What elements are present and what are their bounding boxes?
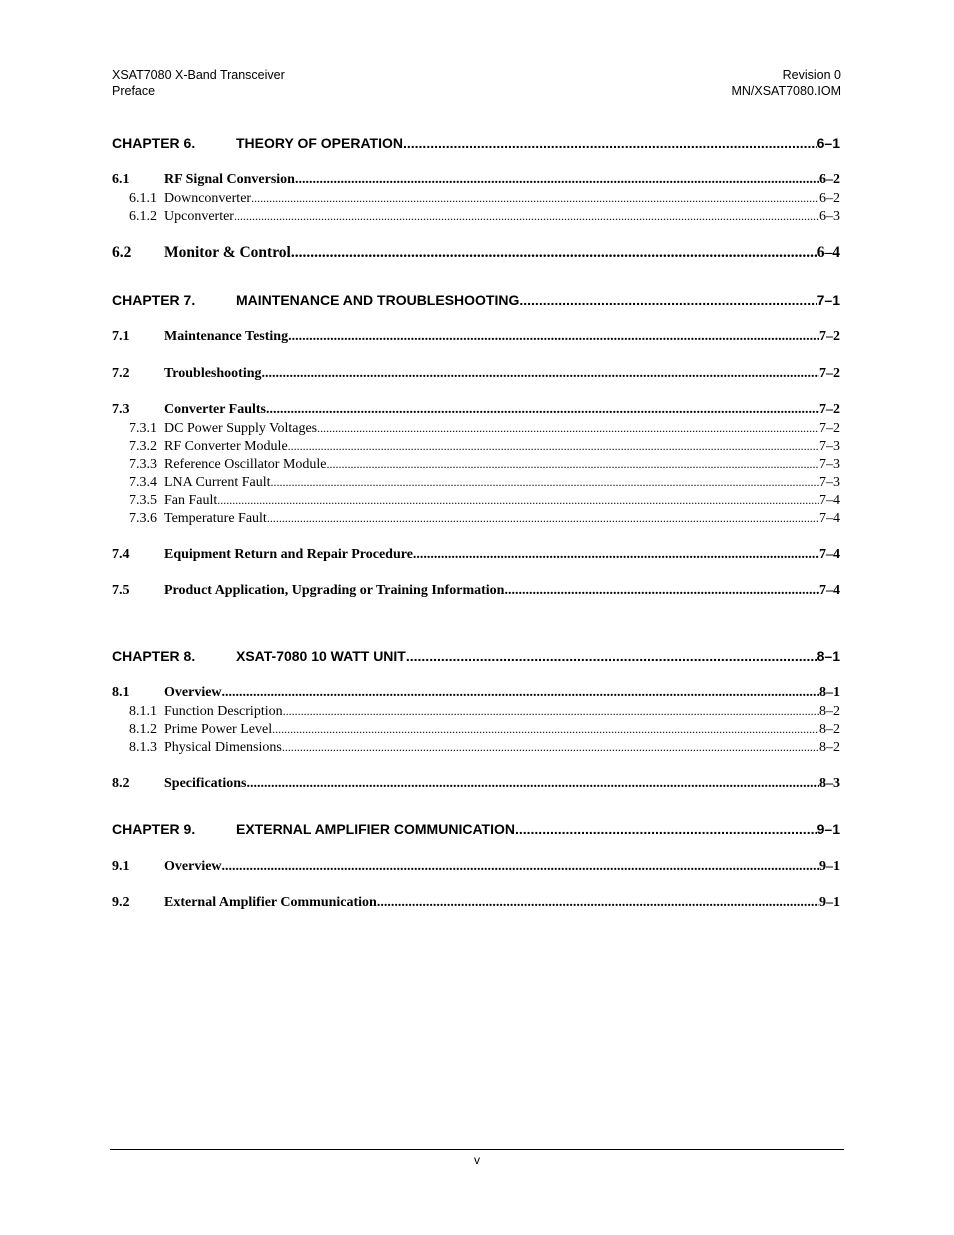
toc-title: Troubleshooting — [164, 366, 262, 381]
toc-section-7-3[interactable] — [112, 401, 840, 419]
toc-number: 8.1.3 — [129, 740, 157, 755]
toc-chapter-6[interactable] — [112, 134, 840, 152]
toc-title: Upconverter — [164, 209, 234, 224]
toc-number: CHAPTER 7. — [112, 292, 196, 308]
toc-title: EXTERNAL AMPLIFIER COMMUNICATION — [236, 821, 515, 837]
toc-title: DC Power Supply Voltages — [164, 421, 318, 436]
toc-subsection-7-3-3[interactable] — [112, 455, 840, 474]
toc-subsection-7-3-6[interactable] — [112, 509, 840, 528]
toc-page: 8–1 — [819, 685, 840, 700]
toc-section-9-2[interactable] — [112, 894, 840, 912]
toc-number: 7.2 — [112, 366, 130, 381]
toc-page: 7–2 — [819, 329, 840, 344]
revision-label: Revision 0 — [782, 68, 841, 82]
document-title: XSAT7080 X-Band Transceiver — [112, 68, 285, 82]
toc-number: 7.3.4 — [129, 475, 157, 490]
toc-leader — [262, 365, 819, 383]
toc-page: 7–3 — [819, 439, 840, 454]
toc-subsection-7-3-4[interactable] — [112, 473, 840, 492]
toc-leader — [288, 437, 819, 455]
toc-section-9-1[interactable] — [112, 858, 840, 876]
toc-number: 8.2 — [112, 776, 130, 791]
toc-title: Specifications — [164, 776, 247, 791]
toc-section-6-1[interactable] — [112, 171, 840, 189]
toc-page: 6–1 — [816, 135, 840, 151]
toc-leader — [283, 702, 819, 720]
toc-leader — [267, 509, 819, 527]
toc-number: 7.3.2 — [129, 439, 157, 454]
toc-leader — [295, 171, 819, 189]
toc-number: 7.3.5 — [129, 493, 157, 508]
toc-page: 7–2 — [819, 366, 840, 381]
toc-title: Downconverter — [164, 191, 252, 206]
toc-number: CHAPTER 6. — [112, 135, 196, 151]
toc-subsection-6-1-2[interactable] — [112, 207, 840, 226]
toc-page: 8–3 — [819, 776, 840, 791]
toc-leader — [271, 473, 819, 491]
toc-page: 6–4 — [816, 244, 840, 261]
header-left — [112, 67, 285, 99]
toc-leader — [406, 647, 817, 665]
toc-number: 7.3 — [112, 402, 130, 417]
toc-subsection-7-3-5[interactable] — [112, 491, 840, 510]
toc-number: 7.3.1 — [129, 421, 157, 436]
toc-number: 6.2 — [112, 244, 132, 261]
toc-section-8-1[interactable] — [112, 684, 840, 702]
toc-number: 8.1.2 — [129, 722, 157, 737]
toc-leader — [403, 134, 817, 152]
toc-leader — [504, 582, 819, 600]
toc-page: 7–2 — [819, 421, 840, 436]
toc-title: THEORY OF OPERATION — [236, 135, 403, 151]
toc-leader — [515, 820, 817, 838]
toc-leader — [282, 738, 819, 756]
toc-leader — [327, 455, 820, 473]
footer-divider — [110, 1149, 844, 1150]
toc-title: Reference Oscillator Module — [164, 457, 327, 472]
toc-page: 7–2 — [819, 402, 840, 417]
section-name: Preface — [112, 84, 156, 98]
toc-page: 9–1 — [819, 859, 840, 874]
toc-title: Monitor & Control — [164, 244, 291, 261]
toc-page: 8–2 — [819, 722, 840, 737]
toc-title: RF Converter Module — [164, 439, 288, 454]
toc-number: CHAPTER 9. — [112, 821, 196, 837]
toc-title: Converter Faults — [164, 402, 266, 417]
toc-page: 7–1 — [816, 292, 840, 308]
toc-page: 8–1 — [816, 648, 840, 664]
toc-page: 6–2 — [819, 191, 840, 206]
toc-section-7-4[interactable] — [112, 546, 840, 564]
toc-title: Overview — [164, 685, 222, 700]
toc-title: Temperature Fault — [164, 511, 267, 526]
toc-section-8-2[interactable] — [112, 775, 840, 793]
toc-page: 6–3 — [819, 209, 840, 224]
toc-number: 9.2 — [112, 895, 130, 910]
toc-title: Function Description — [164, 704, 283, 719]
toc-leader — [234, 207, 819, 225]
toc-title: XSAT-7080 10 WATT UNIT — [236, 648, 406, 664]
document-number: MN/XSAT7080.IOM — [731, 84, 841, 98]
toc-number: 7.1 — [112, 329, 130, 344]
toc-number: 6.1.1 — [129, 191, 157, 206]
toc-leader — [222, 684, 819, 702]
toc-title: Maintenance Testing — [164, 329, 289, 344]
toc-page: 7–3 — [819, 475, 840, 490]
toc-subsection-8-1-3[interactable] — [112, 738, 840, 757]
toc-page: 7–3 — [819, 457, 840, 472]
toc-leader — [317, 419, 819, 437]
toc-number: 8.1.1 — [129, 704, 157, 719]
toc-title: Equipment Return and Repair Procedure — [164, 547, 413, 562]
toc-page: 7–4 — [819, 511, 840, 526]
toc-number: 8.1 — [112, 685, 130, 700]
toc-chapter-7[interactable] — [112, 291, 840, 309]
toc-page: 7–4 — [819, 583, 840, 598]
toc-number: 7.5 — [112, 583, 130, 598]
toc-subsection-7-3-2[interactable] — [112, 437, 840, 456]
toc-page: 9–1 — [819, 895, 840, 910]
toc-leader — [266, 401, 819, 419]
toc-title: Overview — [164, 859, 222, 874]
toc-subsection-7-3-1[interactable] — [112, 419, 840, 438]
toc-title: Physical Dimensions — [164, 740, 282, 755]
toc-chapter-9[interactable] — [112, 820, 840, 838]
toc-title: Product Application, Upgrading or Training Information — [164, 583, 505, 598]
toc-section-7-2[interactable] — [112, 365, 840, 383]
page-number: v — [474, 1153, 480, 1167]
toc-leader — [288, 328, 819, 346]
toc-leader — [217, 491, 819, 509]
toc-number: 7.3.6 — [129, 511, 157, 526]
toc-page: 7–4 — [819, 547, 840, 562]
toc-leader — [291, 244, 817, 262]
toc-leader — [377, 894, 819, 912]
toc-number: 7.4 — [112, 547, 130, 562]
toc-number: 9.1 — [112, 859, 130, 874]
toc-number: 6.1.2 — [129, 209, 157, 224]
toc-leader — [251, 189, 819, 207]
toc-page: 7–4 — [819, 493, 840, 508]
toc-title: LNA Current Fault — [164, 475, 271, 490]
toc-number: 7.3.3 — [129, 457, 157, 472]
toc-chapter-8[interactable] — [112, 647, 840, 665]
toc-page: 8–2 — [819, 740, 840, 755]
toc-page: 8–2 — [819, 704, 840, 719]
header-right — [731, 67, 841, 99]
toc-title: Fan Fault — [164, 493, 218, 508]
toc-leader — [519, 291, 816, 309]
toc-leader — [272, 720, 819, 738]
toc-subsection-8-1-1[interactable] — [112, 702, 840, 721]
toc-page: 9–1 — [816, 821, 840, 837]
toc-title: MAINTENANCE AND TROUBLESHOOTING — [236, 292, 520, 308]
toc-title: Prime Power Level — [164, 722, 273, 737]
toc-section-6-2[interactable] — [112, 244, 840, 262]
toc-title: RF Signal Conversion — [164, 172, 295, 187]
toc-leader — [246, 775, 819, 793]
toc-section-7-1[interactable] — [112, 328, 840, 346]
toc-leader — [222, 858, 819, 876]
toc-leader — [413, 546, 819, 564]
toc-page: 6–2 — [819, 172, 840, 187]
toc-subsection-6-1-1[interactable] — [112, 189, 840, 208]
toc-subsection-8-1-2[interactable] — [112, 720, 840, 739]
toc-section-7-5[interactable] — [112, 582, 840, 600]
toc-number: 6.1 — [112, 172, 130, 187]
toc-number: CHAPTER 8. — [112, 648, 196, 664]
toc-title: External Amplifier Communication — [164, 895, 377, 910]
